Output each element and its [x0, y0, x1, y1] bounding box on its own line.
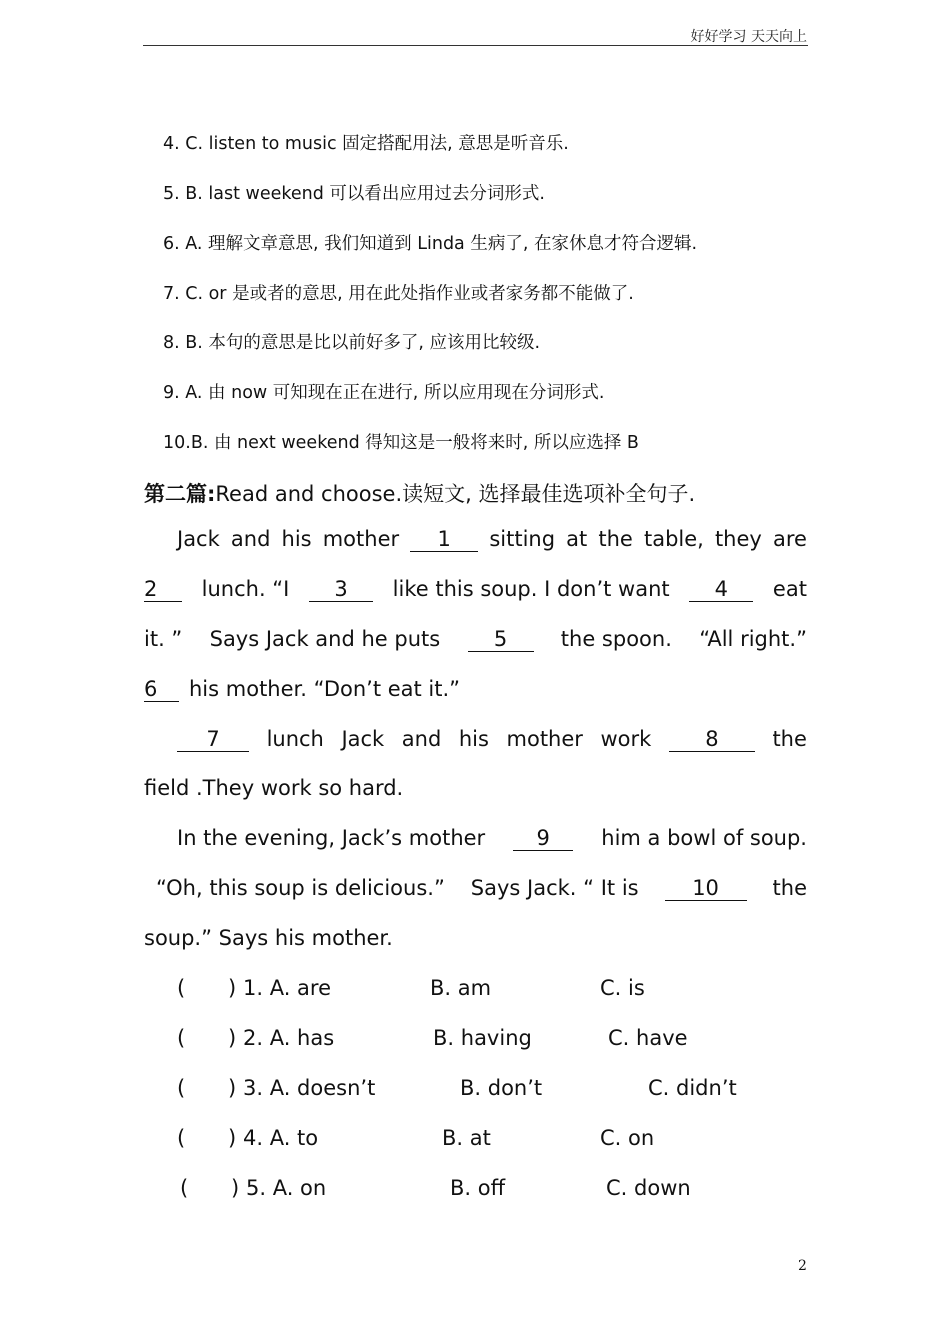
option-c: C. have	[608, 1026, 688, 1050]
passage-word: and	[230, 527, 271, 551]
option-a: 3. A. doesn’t	[243, 1076, 376, 1100]
blank-3: 3	[309, 577, 373, 602]
passage-text: In the evening, Jack’s mother	[177, 826, 486, 850]
passage-word: lunch	[266, 727, 324, 751]
section-heading	[144, 478, 695, 508]
passage-text: the	[772, 876, 807, 900]
answer-line: 4. C. listen to music 固定搭配用法, 意思是听音乐.	[163, 134, 569, 154]
passage-text: soup.” Says his mother.	[144, 926, 393, 950]
option-c: C. on	[600, 1126, 655, 1150]
blank-9: 9	[513, 826, 573, 851]
blank-10: 10	[665, 876, 747, 901]
option-c: C. is	[600, 976, 645, 1000]
passage-word: they	[714, 527, 762, 551]
passage-line	[177, 826, 807, 851]
answer-paren-close: )	[228, 1026, 237, 1050]
passage-line	[177, 727, 807, 752]
passage-text: lunch. “I	[201, 577, 290, 601]
passage-word: his	[281, 527, 312, 551]
passage-text: Says Jack and he puts	[209, 627, 441, 651]
option-c: C. down	[606, 1176, 691, 1200]
answer-paren-close: )	[228, 1126, 237, 1150]
passage-line	[177, 527, 807, 552]
answer-paren-close: )	[228, 976, 237, 1000]
passage-text: “Oh, this soup is delicious.”	[156, 876, 445, 900]
option-a: 5. A. on	[246, 1176, 327, 1200]
answer-line: 10.B. 由 next weekend 得知这是一般将来时, 所以应选择 B	[163, 433, 639, 453]
section-instruction: Read and choose.读短文, 选择最佳选项补全句子.	[215, 482, 696, 506]
answer-paren-open: (	[177, 1076, 186, 1100]
answer-paren-open: (	[177, 1026, 186, 1050]
passage-word: mother	[506, 727, 583, 751]
option-a: 2. A. has	[243, 1026, 335, 1050]
passage-word: the	[598, 527, 633, 551]
passage-word: Jack	[177, 527, 220, 551]
blank-5: 5	[468, 627, 534, 652]
answer-line: 5. B. last weekend 可以看出应用过去分词形式.	[163, 184, 545, 204]
section-label: 第二篇:	[144, 482, 216, 506]
passage-line	[144, 677, 807, 702]
passage-text: eat	[772, 577, 807, 601]
passage-word: and	[401, 727, 442, 751]
passage-text: the spoon.	[560, 627, 672, 651]
answer-line: 6. A. 理解文章意思, 我们知道到 Linda 生病了, 在家休息才符合逻辑.	[163, 234, 698, 254]
answer-paren-close: )	[228, 1076, 237, 1100]
blank-8: 8	[669, 727, 755, 752]
passage-word: the	[772, 727, 807, 751]
passage-text: “All right.”	[699, 627, 807, 651]
blank-1: 1	[410, 527, 478, 552]
passage-line	[144, 627, 807, 652]
option-a: 1. A. are	[243, 976, 332, 1000]
passage-word: are	[772, 527, 807, 551]
passage-word: Jack	[341, 727, 385, 751]
passage-word: mother	[322, 527, 400, 551]
answer-line: 9. A. 由 now 可知现在正在进行, 所以应用现在分词形式.	[163, 383, 605, 403]
passage-line	[156, 876, 807, 901]
option-c: C. didn’t	[648, 1076, 737, 1100]
blank-4: 4	[689, 577, 753, 602]
passage-line	[144, 577, 807, 602]
option-b: B. am	[430, 976, 492, 1000]
passage-text: like this soup. I don’t want	[392, 577, 670, 601]
passage-text: it. ”	[144, 627, 183, 651]
passage-word: work	[600, 727, 652, 751]
answer-line: 7. C. or 是或者的意思, 用在此处指作业或者家务都不能做了.	[163, 284, 634, 304]
passage-text: field .They work so hard.	[144, 776, 404, 800]
passage-word: his	[458, 727, 489, 751]
passage-text: Says Jack. “ It is	[470, 876, 639, 900]
option-b: B. having	[433, 1026, 532, 1050]
passage-word: sitting	[489, 527, 556, 551]
header-motto: 好好学习 天天向上	[690, 29, 807, 45]
page-number: 2	[798, 1258, 807, 1274]
passage-word: table,	[643, 527, 704, 551]
blank-2: 2	[144, 577, 182, 602]
answer-paren-open: (	[177, 976, 186, 1000]
answer-line: 8. B. 本句的意思是比以前好多了, 应该用比较级.	[163, 333, 541, 353]
blank-6: 6	[144, 677, 179, 702]
answer-paren-open: (	[180, 1176, 189, 1200]
option-b: B. don’t	[460, 1076, 543, 1100]
header-rule	[143, 45, 808, 46]
passage-text: his mother. “Don’t eat it.”	[189, 677, 461, 701]
passage-line	[144, 926, 807, 950]
blank-7: 7	[177, 727, 249, 752]
answer-paren-open: (	[177, 1126, 186, 1150]
passage-text: him a bowl of soup.	[601, 826, 807, 850]
passage-line	[144, 776, 807, 800]
option-b: B. off	[450, 1176, 506, 1200]
answer-paren-close: )	[231, 1176, 240, 1200]
passage-word: at	[566, 527, 588, 551]
option-b: B. at	[442, 1126, 491, 1150]
option-a: 4. A. to	[243, 1126, 319, 1150]
